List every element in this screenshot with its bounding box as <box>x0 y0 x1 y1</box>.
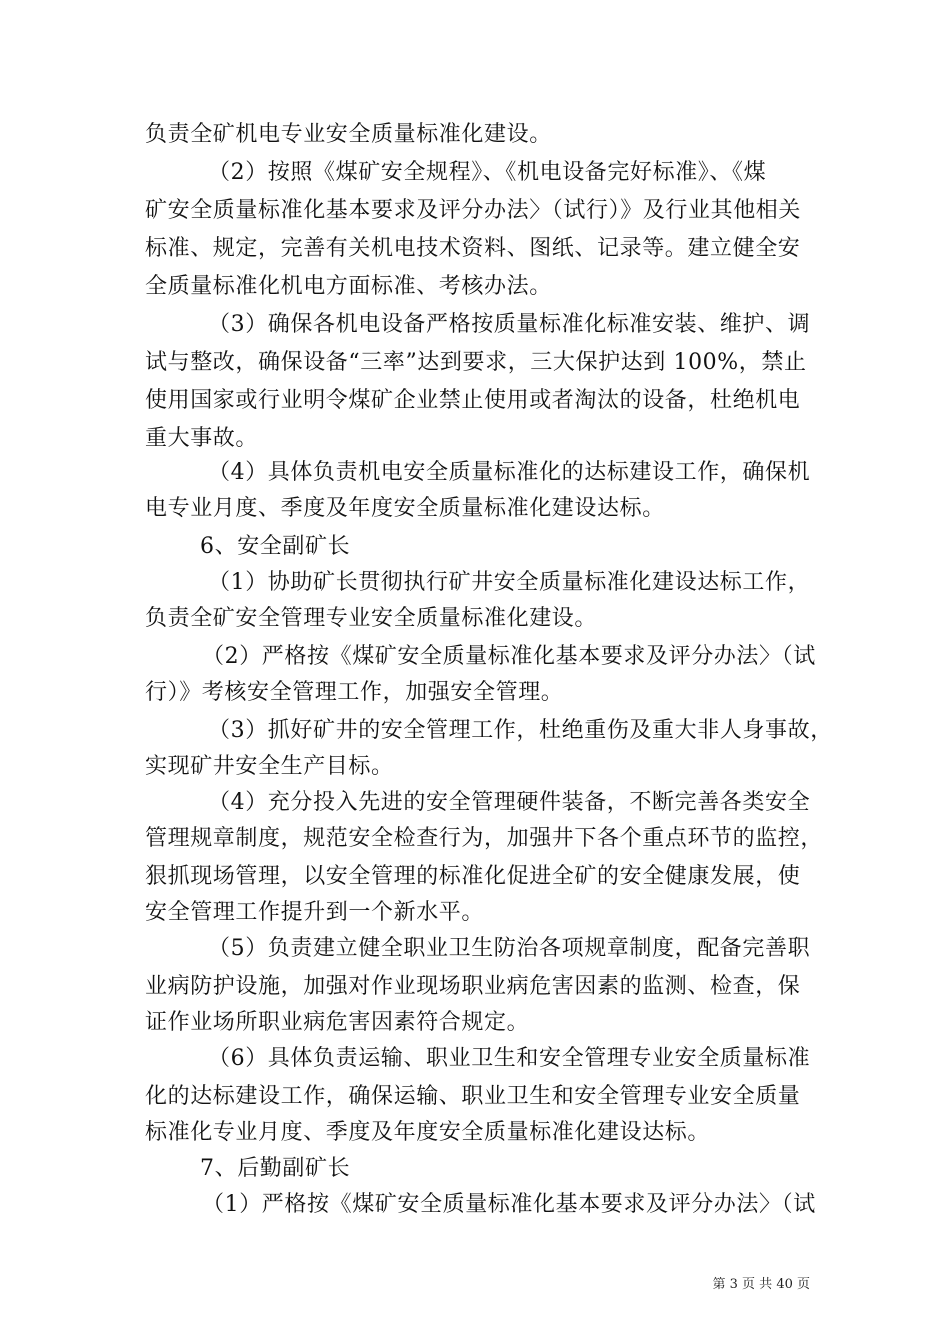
text-line-4: 标准、规定，完善有关机电技术资料、图纸、记录等。建立健全安 <box>145 236 801 261</box>
text-line-18: 实现矿井安全生产目标。 <box>145 754 394 779</box>
text-line-19: （4）充分投入先进的安全管理硬件装备，不断完善各类安全 <box>208 790 811 815</box>
text-line-8: 使用国家或行业明令煤矿企业禁止使用或者淘汰的设备，杜绝机电 <box>145 388 801 413</box>
text-line-15: （2）严格按《煤矿安全质量标准化基本要求及评分办法〉（试 <box>202 644 816 669</box>
text-line-11: 电专业月度、季度及年度安全质量标准化建设达标。 <box>145 496 665 521</box>
text-line-27: 化的达标建设工作，确保运输、职业卫生和安全管理专业安全质量 <box>145 1084 801 1109</box>
text-line-17: （3）抓好矿井的安全管理工作，杜绝重伤及重大非人身事故， <box>208 718 833 743</box>
text-line-6: （3）确保各机电设备严格按质量标准化标准安装、维护、调 <box>208 312 811 337</box>
text-line-25: 证作业场所职业病危害因素符合规定。 <box>145 1010 530 1035</box>
text-line-3: 矿安全质量标准化基本要求及评分办法〉（试行）》及行业其他相关 <box>145 198 802 223</box>
text-line-10: （4）具体负责机电安全质量标准化的达标建设工作，确保机 <box>208 460 811 485</box>
text-line-30: （1）严格按《煤矿安全质量标准化基本要求及评分办法〉（试 <box>202 1192 816 1217</box>
section-heading-6: 6、安全副矿长 <box>200 534 351 559</box>
page-number: 第 3 页 共 40 页 <box>712 1277 810 1292</box>
text-line-13: （1）协助矿长贯彻执行矿井安全质量标准化建设达标工作， <box>208 570 811 595</box>
text-line-5: 全质量标准化机电方面标准、考核办法。 <box>145 274 552 299</box>
text-line-16: 行）》考核安全管理工作，加强安全管理。 <box>145 680 564 705</box>
text-line-9: 重大事故。 <box>145 426 259 451</box>
text-line-24: 业病防护设施，加强对作业现场职业病危害因素的监测、检查，保 <box>145 974 801 999</box>
text-line-7: 试与整改，确保设备“三率”达到要求，三大保护达到 100%，禁止 <box>145 350 807 375</box>
text-line-14: 负责全矿安全管理专业安全质量标准化建设。 <box>145 606 598 631</box>
text-line-1: 负责全矿机电专业安全质量标准化建设。 <box>145 122 552 147</box>
text-line-20: 管理规章制度，规范安全检查行为，加强井下各个重点环节的监控， <box>145 826 824 851</box>
section-heading-7: 7、后勤副矿长 <box>200 1156 351 1181</box>
text-line-22: 安全管理工作提升到一个新水平。 <box>145 900 485 925</box>
text-line-2: （2）按照《煤矿安全规程》、《机电设备完好标准》、《煤 <box>208 160 767 185</box>
text-line-23: （5）负责建立健全职业卫生防治各项规章制度，配备完善职 <box>208 936 811 961</box>
text-line-26: （6）具体负责运输、职业卫生和安全管理专业安全质量标准 <box>208 1046 811 1071</box>
text-line-21: 狠抓现场管理，以安全管理的标准化促进全矿的安全健康发展，使 <box>145 864 801 889</box>
text-line-28: 标准化专业月度、季度及年度安全质量标准化建设达标。 <box>145 1120 711 1145</box>
